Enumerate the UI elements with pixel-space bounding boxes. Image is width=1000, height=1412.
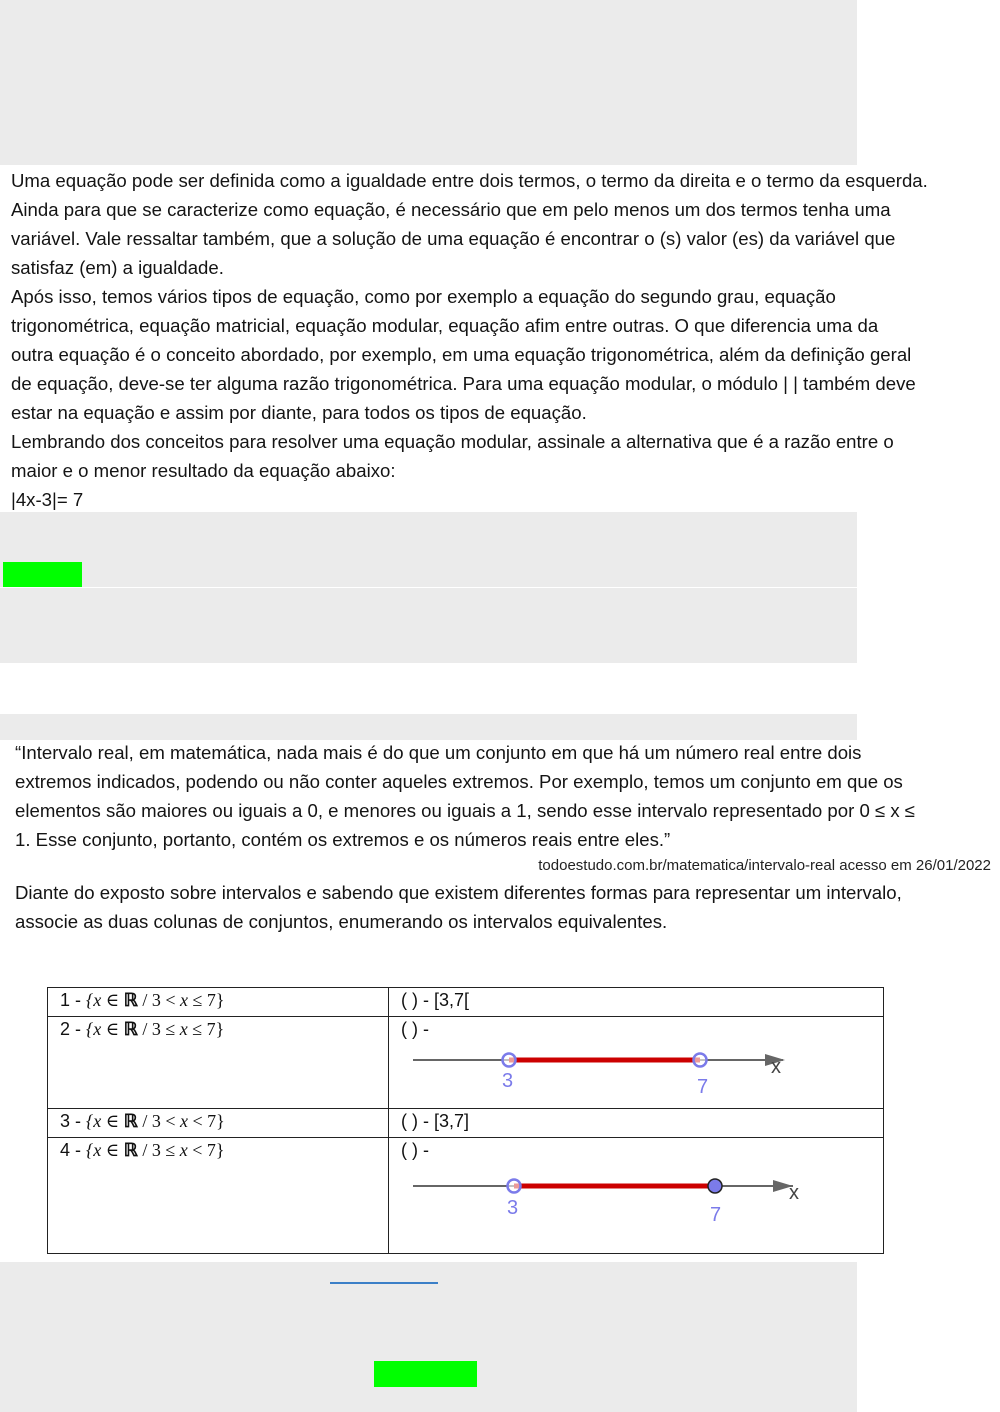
q1-line: trigonométrica, equação matricial, equação modular, equação afim entre outras. O que diferencia uma da — [11, 315, 879, 336]
q1-line: Ainda para que se caracterize como equação, é necessário que em pelo menos um dos termos tenha uma — [11, 199, 891, 220]
q1-line: outra equação é o conceito abordado, por exemplo, em uma equação trigonométrica, além da definição geral — [11, 344, 912, 365]
q2-line: 1. Esse conjunto, portanto, contém os extremos e os números reais entre eles.” — [15, 829, 671, 850]
start-label: 3 — [507, 1197, 519, 1219]
q1-line: Após isso, temos vários tipos de equação, como por exemplo a equação do segundo grau, equação — [11, 286, 836, 307]
axis-label: x — [789, 1182, 799, 1204]
set-var: x — [93, 990, 102, 1010]
set-rel: / 3 < — [137, 990, 180, 1010]
set-var: x — [93, 1140, 102, 1160]
question-2-quote — [15, 738, 991, 854]
set-number: 2 - — [60, 1019, 82, 1039]
set-var: x — [179, 990, 188, 1010]
set-rel: < 7} — [187, 1111, 225, 1131]
set-number: 4 - — [60, 1140, 82, 1160]
header-panel-2 — [0, 714, 857, 740]
set-elem: ∈ — [101, 1111, 124, 1131]
set-var: x — [93, 1019, 102, 1039]
axis-label: x — [771, 1056, 781, 1078]
end-label: 7 — [710, 1204, 722, 1221]
end-open-point — [694, 1054, 707, 1067]
set-cell — [48, 1109, 389, 1138]
table-row — [48, 1138, 884, 1254]
answer-panel-1b — [0, 588, 857, 663]
interval-answer: ( ) - — [401, 1140, 429, 1160]
interval-answer: ( ) - [3,7[ — [401, 990, 470, 1010]
number-line-2 — [413, 1171, 883, 1221]
table-row — [48, 1109, 884, 1138]
start-label: 3 — [502, 1070, 514, 1092]
answer-highlight-1[interactable] — [3, 562, 82, 587]
start-open-point — [503, 1054, 516, 1067]
set-rel: < 7} — [187, 1140, 225, 1160]
set-rel: ≤ 7} — [187, 1019, 225, 1039]
interval-cell — [389, 1017, 884, 1109]
set-var: x — [179, 1111, 188, 1131]
number-line-graphic — [413, 1046, 803, 1094]
set-open: { — [86, 1111, 94, 1131]
number-line-graphic — [413, 1171, 813, 1221]
set-open: { — [86, 1140, 94, 1160]
q1-line: de equação, deve-se ter alguma razão trigonométrica. Para uma equação modular, o módulo | | também deve — [11, 373, 916, 394]
set-rel: / 3 ≤ — [137, 1019, 180, 1039]
set-notation — [86, 1111, 225, 1131]
set-var: x — [93, 1111, 102, 1131]
reals-symbol: ℝ — [123, 990, 138, 1010]
table-row — [48, 1017, 884, 1109]
q1-line: Lembrando dos conceitos para resolver uma equação modular, assinale a alternativa que é a razão entre o — [11, 431, 894, 452]
set-cell — [48, 988, 389, 1017]
q1-line: maior e o menor resultado da equação abaixo: — [11, 460, 396, 481]
q2-line: “Intervalo real, em matemática, nada mais é do que um conjunto em que há um número real entre dois — [15, 742, 862, 763]
end-closed-point — [708, 1179, 722, 1193]
blue-rule — [330, 1282, 438, 1284]
set-notation — [86, 1019, 224, 1039]
question-2-instructions — [15, 878, 991, 936]
top-gray-panel — [0, 0, 857, 165]
source-citation: todoestudo.com.br/matematica/intervalo-real acesso em 26/01/2022 — [538, 857, 991, 874]
q2-line: elementos são maiores ou iguais a 0, e menores ou iguais a 1, sendo esse intervalo representado por 0 ≤ x ≤ — [15, 800, 915, 821]
q1-line: variável. Vale ressaltar também, que a solução de uma equação é encontrar o (s) valor (es) da variável que — [11, 228, 896, 249]
q1-line: estar na equação e assim por diante, para todos os tipos de equação. — [11, 402, 587, 423]
interval-answer: ( ) - — [401, 1019, 429, 1039]
start-open-point — [508, 1180, 521, 1193]
reals-symbol: ℝ — [123, 1140, 138, 1160]
end-label: 7 — [697, 1076, 709, 1094]
interval-cell — [389, 1138, 884, 1254]
answer-panel-2 — [0, 1262, 857, 1412]
set-elem: ∈ — [101, 990, 124, 1010]
equation: |4x-3|= 7 — [11, 489, 84, 510]
set-number: 1 - — [60, 990, 82, 1010]
set-open: { — [86, 1019, 94, 1039]
q2-line: extremos indicados, podendo ou não conter aqueles extremos. Por exemplo, temos um conjunto em que os — [15, 771, 903, 792]
set-cell — [48, 1138, 389, 1254]
question-1-text — [11, 166, 985, 514]
set-cell — [48, 1017, 389, 1109]
q2-instr-line: associe as duas colunas de conjuntos, enumerando os intervalos equivalentes. — [15, 911, 668, 932]
interval-cell — [389, 988, 884, 1017]
set-rel: ≤ 7} — [187, 990, 225, 1010]
set-notation — [86, 990, 224, 1010]
set-elem: ∈ — [101, 1140, 124, 1160]
answer-panel-1 — [0, 512, 857, 587]
interval-answer: ( ) - [3,7] — [401, 1111, 470, 1131]
set-elem: ∈ — [101, 1019, 124, 1039]
reals-symbol: ℝ — [123, 1111, 138, 1131]
set-number: 3 - — [60, 1111, 82, 1131]
number-line-1 — [413, 1046, 883, 1094]
set-open: { — [86, 990, 94, 1010]
interval-cell — [389, 1109, 884, 1138]
answer-highlight-2[interactable] — [374, 1361, 477, 1387]
q2-instr-line: Diante do exposto sobre intervalos e sabendo que existem diferentes formas para representar um intervalo, — [15, 882, 902, 903]
set-notation — [86, 1140, 224, 1160]
set-var: x — [179, 1140, 188, 1160]
association-table — [47, 987, 884, 1254]
set-rel: / 3 ≤ — [137, 1140, 180, 1160]
q1-line: Uma equação pode ser definida como a igualdade entre dois termos, o termo da direita e o termo da esquerda. — [11, 170, 928, 191]
table-row — [48, 988, 884, 1017]
q1-line: satisfaz (em) a igualdade. — [11, 257, 224, 278]
set-var: x — [179, 1019, 188, 1039]
reals-symbol: ℝ — [123, 1019, 138, 1039]
set-rel: / 3 < — [137, 1111, 180, 1131]
